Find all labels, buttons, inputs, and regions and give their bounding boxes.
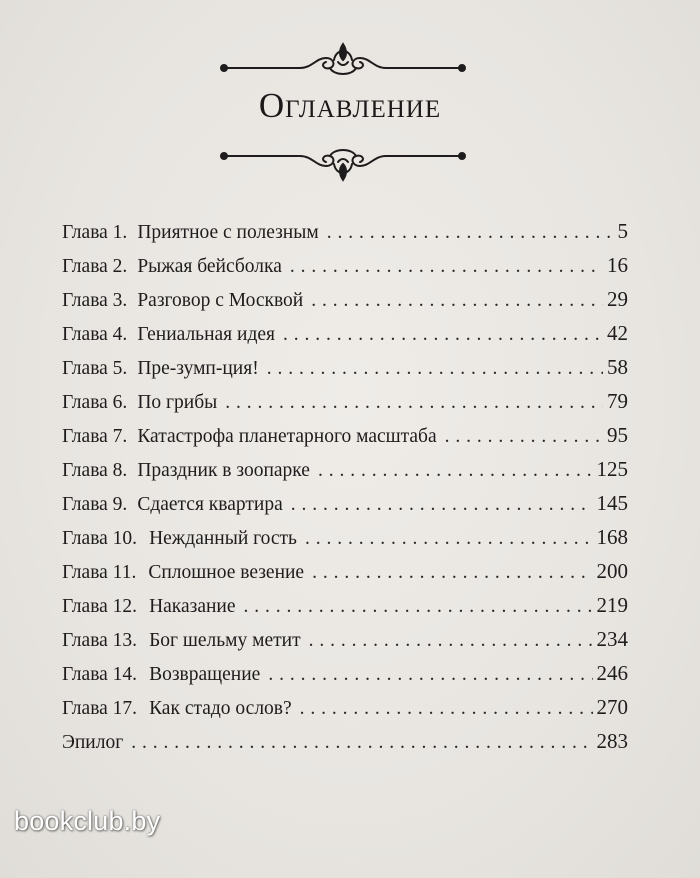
dot-leader	[267, 352, 603, 386]
toc-entry	[62, 214, 628, 248]
toc-entry	[62, 690, 628, 724]
toc-entry	[62, 520, 628, 554]
dot-leader	[318, 454, 593, 488]
dot-leader	[225, 386, 603, 420]
chapter-number: Глава 9.	[62, 494, 128, 515]
chapter-number: Глава 17.	[62, 698, 138, 719]
dot-leader	[268, 658, 592, 692]
page-number: 283	[596, 729, 628, 753]
toc-entry	[62, 384, 628, 418]
page-number: 95	[607, 423, 628, 447]
page-number: 246	[596, 661, 628, 685]
chapter-title: Бог шельму метит	[149, 630, 301, 651]
dot-leader	[445, 420, 603, 454]
table-of-contents	[62, 214, 628, 758]
dot-leader	[312, 556, 592, 590]
chapter-title: По грибы	[137, 392, 218, 413]
chapter-number: Глава 12.	[62, 596, 138, 617]
page-number: 16	[607, 253, 628, 277]
toc-entry	[62, 350, 628, 384]
dot-leader	[311, 284, 603, 318]
page-number: 145	[596, 491, 628, 515]
flourish-divider-icon	[220, 140, 466, 186]
page-number: 42	[607, 321, 628, 345]
chapter-title: Нежданный гость	[149, 528, 297, 549]
toc-entry	[62, 248, 628, 282]
dot-leader	[305, 522, 593, 556]
chapter-number: Глава 6.	[62, 392, 128, 413]
dot-leader	[290, 250, 603, 284]
chapter-title: Рыжая бейсболка	[137, 256, 282, 277]
dot-leader	[131, 726, 592, 760]
flourish-divider-icon	[220, 38, 466, 84]
epilogue-label: Эпилог	[62, 732, 124, 753]
chapter-title: Пре-зумп-ция!	[137, 358, 259, 379]
chapter-number: Глава 10.	[62, 528, 138, 549]
chapter-title: Катастрофа планетарного масштаба	[137, 426, 437, 447]
dot-leader	[244, 590, 593, 624]
toc-entry	[62, 486, 628, 520]
chapter-number: Глава 2.	[62, 256, 128, 277]
toc-entry	[62, 588, 628, 622]
dot-leader	[291, 488, 593, 522]
page-number: 79	[607, 389, 628, 413]
page-title: Оглавление	[258, 86, 442, 125]
chapter-title: Как стадо ослов?	[149, 698, 292, 719]
page-number: 270	[596, 695, 628, 719]
chapter-number: Глава 5.	[62, 358, 128, 379]
chapter-number: Глава 4.	[62, 324, 128, 345]
page-number: 29	[607, 287, 628, 311]
toc-entry	[62, 554, 628, 588]
toc-entry	[62, 418, 628, 452]
page-number: 5	[617, 219, 628, 243]
page-number: 200	[596, 559, 628, 583]
chapter-number: Глава 3.	[62, 290, 128, 311]
dot-leader	[327, 216, 614, 250]
chapter-title: Сдается квартира	[137, 494, 283, 515]
chapter-number: Глава 14.	[62, 664, 138, 685]
site-watermark: bookclub.by	[14, 806, 161, 836]
page-number: 168	[596, 525, 628, 549]
chapter-title: Праздник в зоопарке	[137, 460, 310, 481]
chapter-number: Глава 13.	[62, 630, 138, 651]
chapter-title: Наказание	[149, 596, 236, 617]
toc-entry	[62, 316, 628, 350]
chapter-title: Возвращение	[149, 664, 261, 685]
chapter-number: Глава 7.	[62, 426, 128, 447]
dot-leader	[283, 318, 603, 352]
toc-entry	[62, 282, 628, 316]
chapter-title: Разговор с Москвой	[137, 290, 304, 311]
chapter-title: Сплошное везение	[148, 562, 305, 583]
chapter-number: Глава 8.	[62, 460, 128, 481]
page-number: 219	[596, 593, 628, 617]
dot-leader	[300, 692, 593, 726]
chapter-title: Приятное с полезным	[137, 222, 319, 243]
chapter-number: Глава 1.	[62, 222, 128, 243]
dot-leader	[309, 624, 593, 658]
toc-entry	[62, 622, 628, 656]
toc-entry	[62, 656, 628, 690]
toc-entry	[62, 452, 628, 486]
page-number: 125	[596, 457, 628, 481]
toc-entry	[62, 724, 628, 758]
page-number: 58	[607, 355, 628, 379]
page-number: 234	[596, 627, 628, 651]
chapter-title: Гениальная идея	[137, 324, 275, 345]
chapter-number: Глава 11.	[62, 562, 137, 583]
